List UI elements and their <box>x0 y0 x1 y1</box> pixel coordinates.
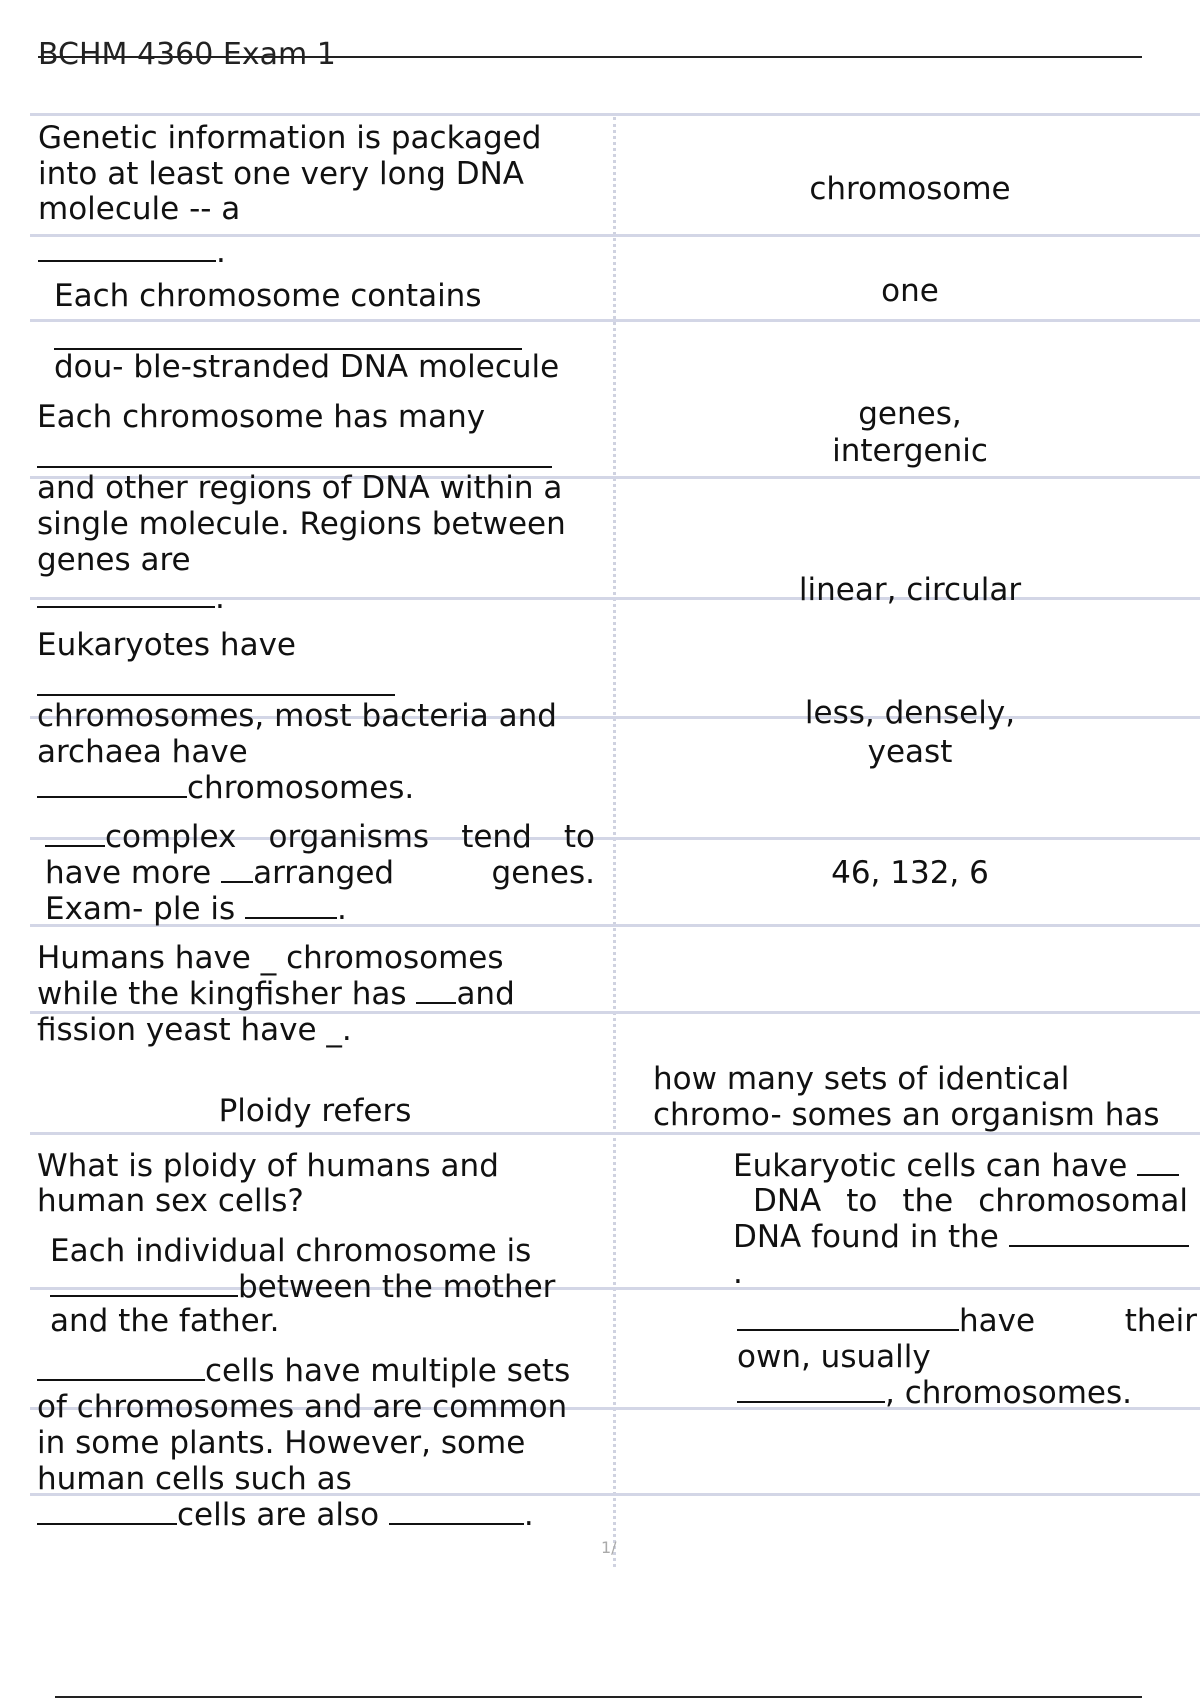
answer-blank <box>221 855 253 883</box>
question-line: . <box>37 580 225 616</box>
question-line: . <box>733 1255 743 1291</box>
question-line: Each chromosome has many <box>37 399 486 435</box>
answer-blank <box>45 819 105 847</box>
answer-blank <box>737 1303 959 1331</box>
question-line: , chromosomes. <box>737 1375 1132 1411</box>
column-divider <box>613 117 616 1567</box>
answer-blank <box>737 1375 885 1403</box>
question-line: and other regions of DNA within a <box>37 470 563 506</box>
question-line: own, usually <box>737 1339 931 1375</box>
question-line: cells have multiple sets <box>37 1353 570 1389</box>
question-line: Exam- ple is . <box>45 891 347 927</box>
answer-blank <box>37 440 552 468</box>
answer-1: chromosome <box>809 171 1011 207</box>
answer-blank <box>54 322 522 350</box>
question-line: into at least one very long DNA <box>38 156 525 192</box>
answer-blank <box>389 1497 524 1525</box>
answer-6: 46, 132, 6 <box>831 855 989 891</box>
answer-blank <box>37 1497 177 1525</box>
question-line: Eukaryotic cells can have <box>733 1148 1179 1184</box>
title-rule <box>38 56 1142 58</box>
answer-5-line: less, densely, <box>804 695 1016 731</box>
answer-blank <box>37 668 395 696</box>
question-line: single molecule. Regions between <box>37 506 566 542</box>
footer-rule <box>55 1696 1142 1698</box>
page-title: BCHM 4360 Exam 1 <box>38 37 336 72</box>
answer-3-line: genes, <box>858 396 962 432</box>
answer-5-line: yeast <box>867 734 953 770</box>
question-line: Eukaryotes have <box>37 627 296 663</box>
answer-blank <box>1137 1148 1179 1176</box>
question-line: DNA found in the <box>733 1219 1189 1255</box>
question-line: chromosomes, most bacteria and <box>37 698 557 734</box>
question-line: genes are <box>37 542 191 578</box>
question-line: human sex cells? <box>37 1183 304 1219</box>
answer-blank <box>416 976 456 1004</box>
page-number: 1/ <box>601 1538 617 1557</box>
answer-blank <box>37 770 187 798</box>
question-line: . <box>38 234 226 270</box>
question-line: archaea have <box>37 734 248 770</box>
answer-4: linear, circular <box>798 572 1022 608</box>
question-line: Genetic information is packaged <box>38 120 542 156</box>
question-line: chromosomes. <box>37 770 414 806</box>
question-line: complex organisms tend to <box>45 819 595 855</box>
answer-blank <box>37 1353 205 1381</box>
question-line: DNA to the chromosomal <box>753 1183 1188 1219</box>
question-line: in some plants. However, some <box>37 1425 526 1461</box>
answer-blank <box>38 234 216 262</box>
question-line: fission yeast have _. <box>37 1012 352 1048</box>
answer-blank <box>50 1269 238 1297</box>
answer-7-line: chromo- somes an organism has <box>653 1097 1160 1133</box>
question-line: of chromosomes and are common <box>37 1389 568 1425</box>
question-line: and the father. <box>50 1303 280 1339</box>
question-line: cells are also . <box>37 1497 534 1533</box>
answer-3-line: intergenic <box>832 433 988 469</box>
answer-7-line: how many sets of identical <box>653 1061 1070 1097</box>
question-line: Ploidy refers <box>218 1093 412 1129</box>
answer-blank <box>245 891 337 919</box>
answer-blank <box>37 580 215 608</box>
question-line: between the mother <box>50 1269 555 1305</box>
question-line: have more arranged genes. <box>45 855 595 891</box>
question-line: Each individual chromosome is <box>50 1233 532 1269</box>
question-line: have their <box>737 1303 1197 1339</box>
question-line: dou- ble-stranded DNA molecule <box>54 349 560 385</box>
row-divider <box>30 113 1200 116</box>
question-line: molecule -- a <box>38 191 241 227</box>
question-line: while the kingfisher has and <box>37 976 515 1012</box>
answer-blank <box>1009 1219 1189 1247</box>
answer-2: one <box>881 273 939 309</box>
question-line: Humans have _ chromosomes <box>37 940 504 976</box>
question-line: Each chromosome contains <box>54 278 482 314</box>
question-line: human cells such as <box>37 1461 352 1497</box>
question-line: What is ploidy of humans and <box>37 1148 499 1184</box>
